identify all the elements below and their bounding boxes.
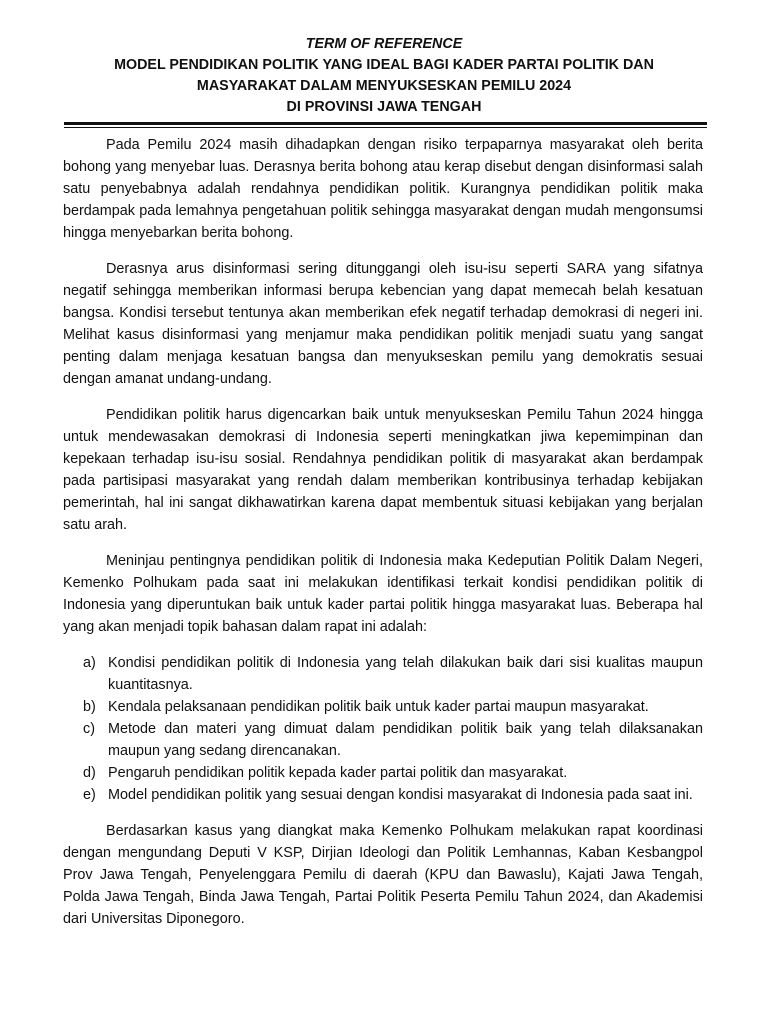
list-item-text: Metode dan materi yang dimuat dalam pendidikan politik baik yang telah dilaksanakan maupun yang sedang direncanakan.	[108, 721, 703, 759]
list-item-text: Kendala pelaksanaan pendidikan politik baik untuk kader partai maupun masyarakat.	[108, 699, 649, 715]
paragraph-1: Pada Pemilu 2024 masih dihadapkan dengan risiko terpaparnya masyarakat oleh berita bohong yang menyebar luas. Derasnya berita bohong atau kerap disebut dengan disinformasi salah satu penyebabnya adalah rendahnya pendidikan politik. Kurangnya pendidikan politik maka berdampak pada lemahnya pengetahuan politik sehingga masyarakat dengan mudah mengonsumsi hingga menyebarkan berita bohong.	[63, 137, 703, 241]
paragraph-4: Meninjau pentingnya pendidikan politik di Indonesia maka Kedeputian Politik Dalam Negeri, Kemenko Polhukam pada saat ini melakukan identifikasi terkait kondisi pendidikan politik di Indonesia yang diperuntukan baik untuk kader partai politik hingga masyarakat luas. Beberapa hal yang akan menjadi topik bahasan dalam rapat ini adalah:	[63, 553, 703, 635]
list-marker: e)	[83, 787, 96, 803]
paragraph-2: Derasnya arus disinformasi sering ditunggangi oleh isu-isu seperti SARA yang sifatnya negatif sehingga memberikan informasi berupa kebencian yang dapat memecah belah kesatuan bangsa. Kondisi tersebut tentunya akan memberikan efek negatif terhadap demokrasi di negeri ini. Melihat kasus disinformasi yang menjamur maka pendidikan politik menjadi suatu yang sangat penting dalam menjaga kesatuan bangsa dan menyukseskan pemilu yang demokratis sesuai dengan amanat undang-undang.	[63, 261, 703, 387]
list-item-text: Pengaruh pendidikan politik kepada kader partai politik dan masyarakat.	[108, 765, 568, 781]
list-marker: b)	[83, 699, 96, 715]
list-item	[63, 696, 703, 718]
title-line-2: MASYARAKAT DALAM MENYUKSESKAN PEMILU 2024	[196, 78, 572, 94]
list-marker: a)	[83, 655, 96, 671]
closing-paragraph: Berdasarkan kasus yang diangkat maka Kemenko Polhukam melakukan rapat koordinasi dengan mengundang Deputi V KSP, Dirjian Ideologi dan Politik Lemhannas, Kaban Kesbangpol Prov Jawa Tengah, Penyelenggara Pemilu di daerah (KPU dan Bawaslu), Kajati Jawa Tengah, Polda Jawa Tengah, Binda Jawa Tengah, Partai Politik Peserta Pemilu Tahun 2024, dan Akademisi dari Universitas Diponegoro.	[63, 823, 703, 927]
list-marker: c)	[83, 721, 95, 737]
list-item	[63, 784, 703, 806]
topic-list	[63, 652, 703, 806]
document-type-label: TERM OF REFERENCE	[305, 36, 463, 52]
document-body	[63, 134, 703, 944]
list-item-text: Kondisi pendidikan politik di Indonesia yang telah dilakukan baik dari sisi kualitas maupun kuantitasnya.	[108, 655, 703, 693]
title-line-1: MODEL PENDIDIKAN POLITIK YANG IDEAL BAGI KADER PARTAI POLITIK DAN	[114, 57, 654, 73]
list-item	[63, 718, 703, 762]
paragraph-3: Pendidikan politik harus digencarkan baik untuk menyukseskan Pemilu Tahun 2024 hingga untuk mendewasakan demokrasi di Indonesia seperti meningkatkan jiwa kepemimpinan dan kepekaan terhadap isu-isu sosial. Rendahnya pendidikan politik di masyarakat akan berdampak pada partisipasi masyarakat yang rendah dalam memberikan kontribusinya terhadap kebijakan pemerintah, hal ini sangat dikhawatirkan karena dapat membentuk situasi kebijakan yang berjalan satu arah.	[63, 407, 703, 533]
list-marker: d)	[83, 765, 96, 781]
list-item-text: Model pendidikan politik yang sesuai dengan kondisi masyarakat di Indonesia pada saat ini.	[108, 787, 693, 803]
header-divider-thick	[64, 122, 707, 125]
list-item	[63, 652, 703, 696]
document-header	[60, 34, 708, 118]
header-divider-thin	[64, 127, 707, 128]
title-line-3: DI PROVINSI JAWA TENGAH	[286, 99, 482, 115]
list-item	[63, 762, 703, 784]
